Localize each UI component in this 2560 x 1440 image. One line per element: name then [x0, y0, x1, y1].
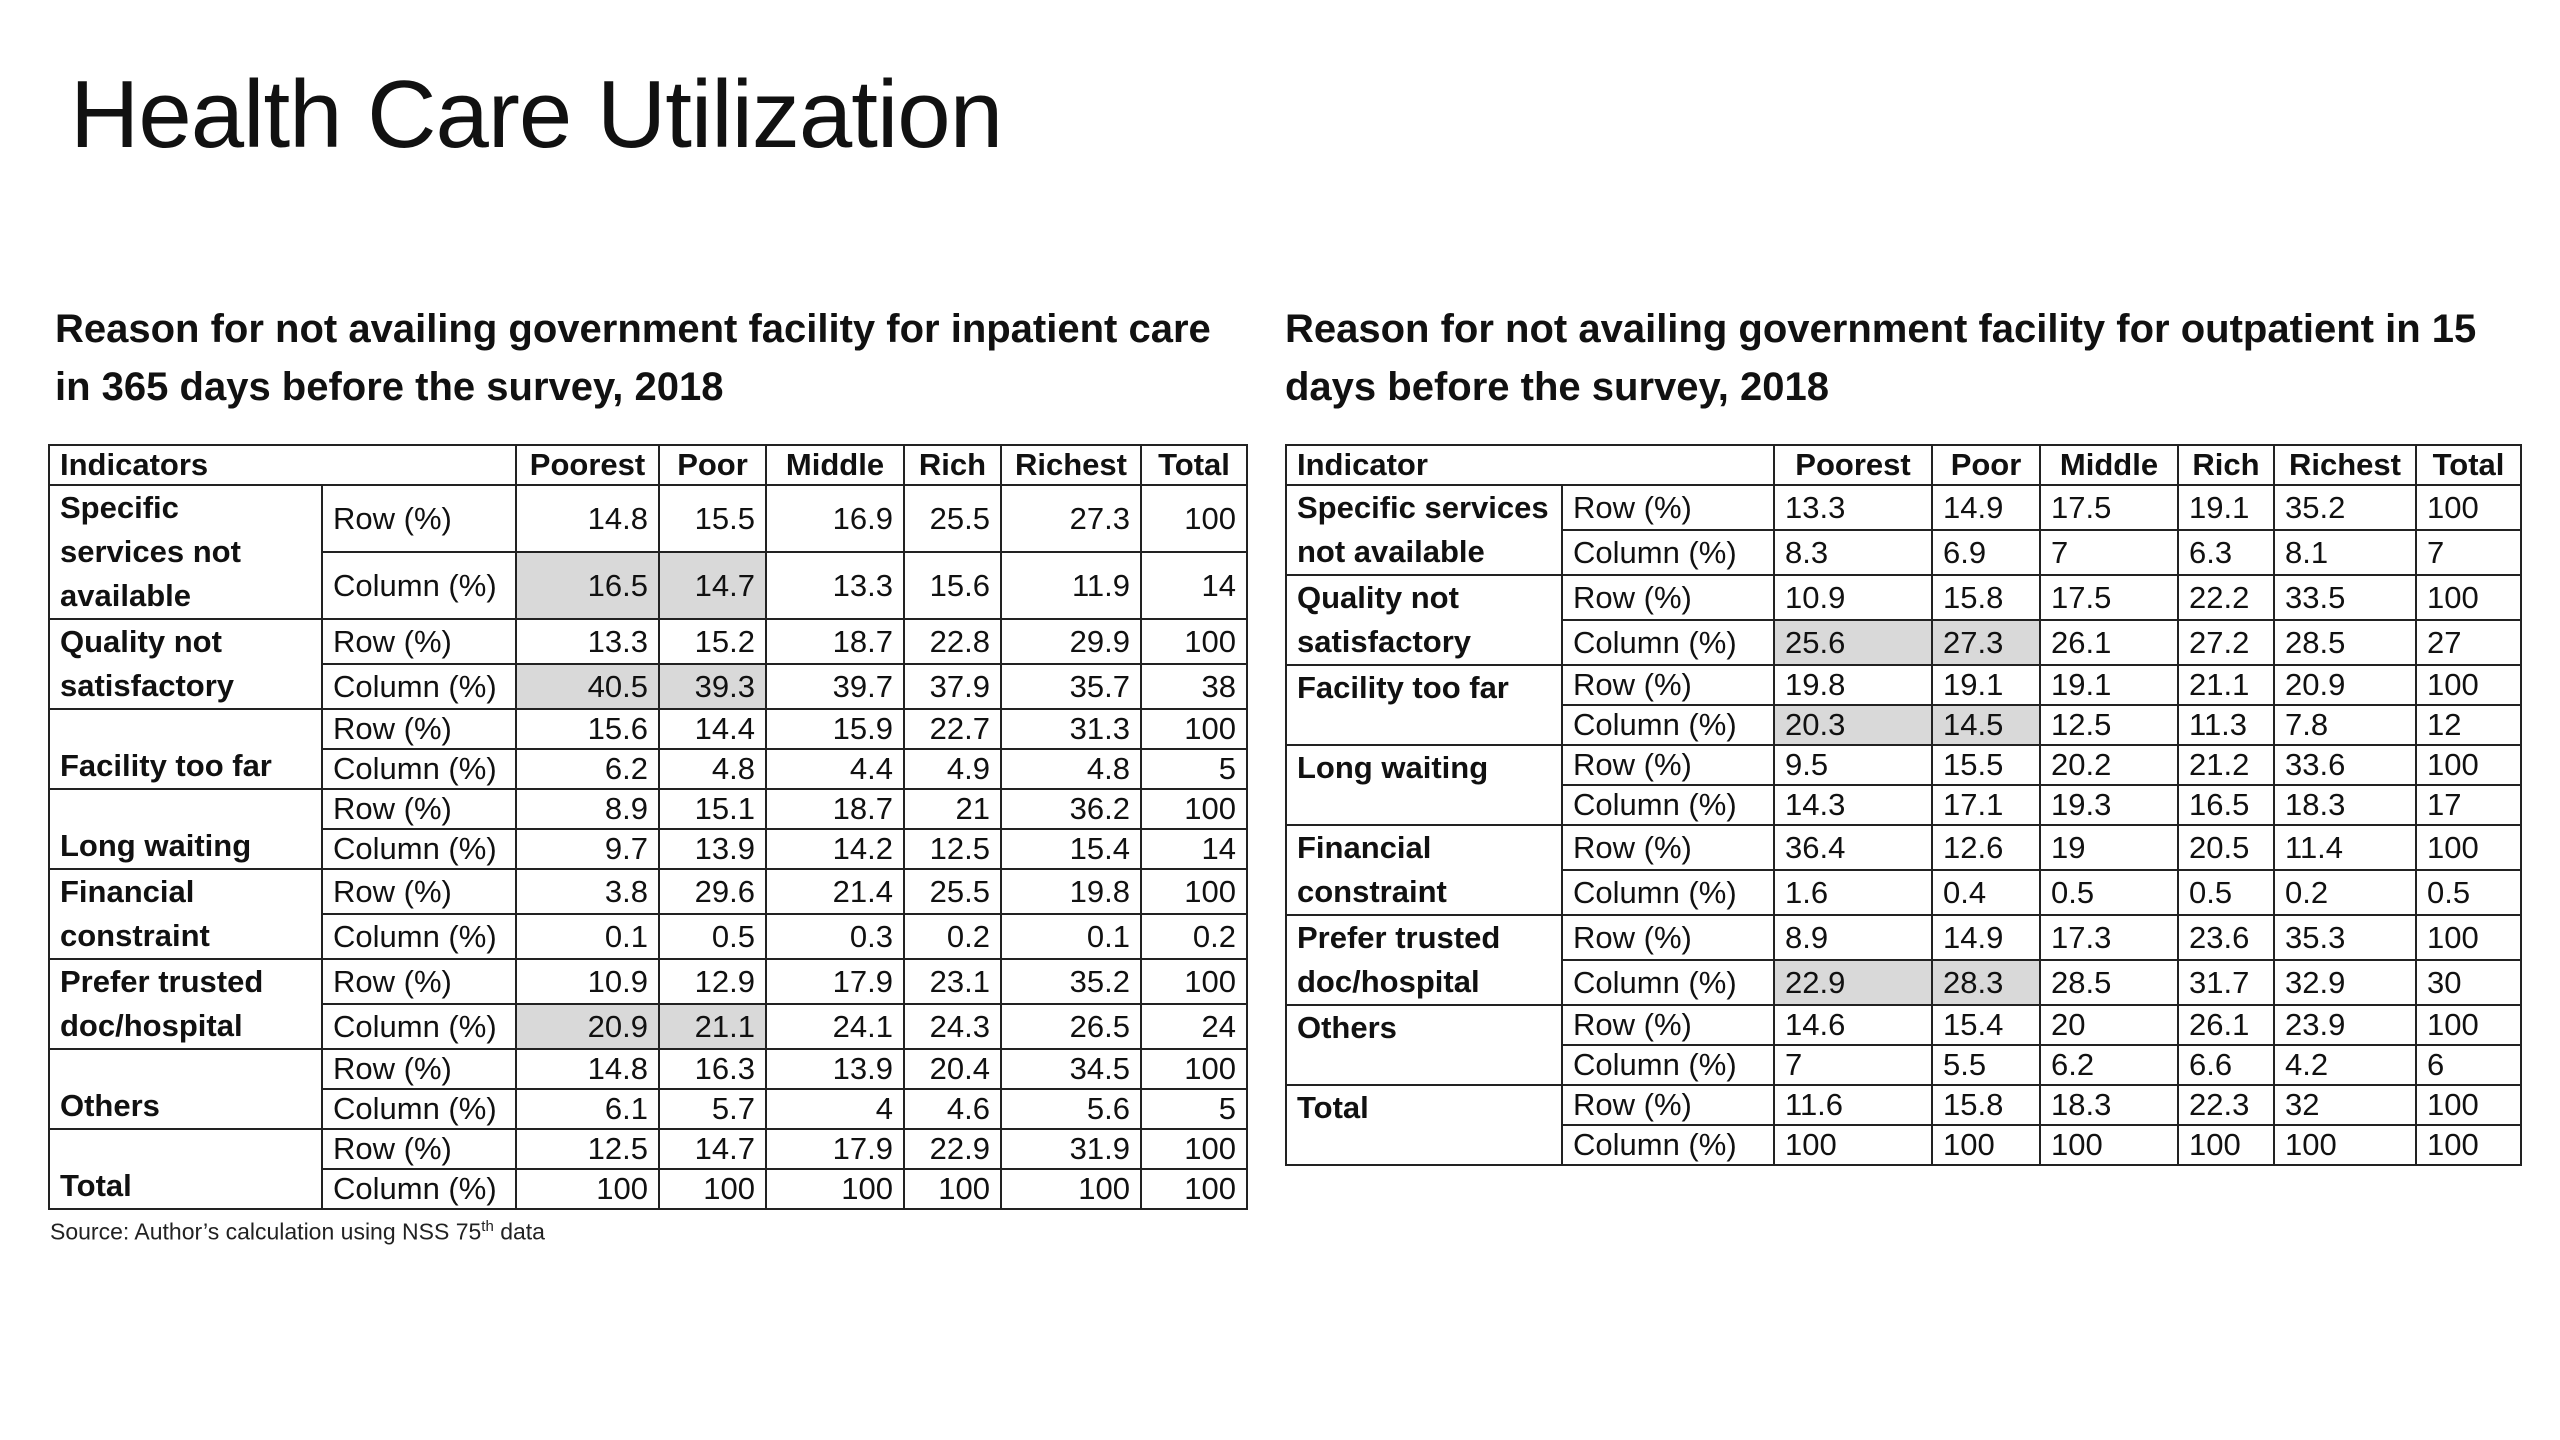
- row-pct-label: Row (%): [1562, 485, 1774, 530]
- highlighted-value-cell: 25.6: [1774, 620, 1932, 665]
- row-pct-label: Row (%): [322, 1049, 516, 1089]
- value-cell: 20.4: [904, 1049, 1001, 1089]
- value-cell: 100: [766, 1169, 904, 1209]
- value-cell: 0.4: [1932, 870, 2040, 915]
- row-pct-label: Row (%): [1562, 825, 1774, 870]
- value-cell: 14: [1141, 829, 1247, 869]
- value-cell: 7: [1774, 1045, 1932, 1085]
- value-cell: 4.8: [1001, 749, 1141, 789]
- value-cell: 100: [1141, 1049, 1247, 1089]
- value-cell: 0.2: [904, 914, 1001, 959]
- value-cell: 12.9: [659, 959, 766, 1004]
- row-pct-label: Row (%): [1562, 1085, 1774, 1125]
- value-cell: 0.2: [1141, 914, 1247, 959]
- value-cell: 39.7: [766, 664, 904, 709]
- value-cell: 35.3: [2274, 915, 2416, 960]
- value-cell: 12.5: [516, 1129, 659, 1169]
- value-cell: 100: [2416, 575, 2521, 620]
- value-cell: 22.7: [904, 709, 1001, 749]
- value-cell: 100: [1141, 789, 1247, 829]
- column-header: Richest: [1001, 445, 1141, 485]
- column-pct-label: Column (%): [1562, 1045, 1774, 1085]
- value-cell: 5.7: [659, 1089, 766, 1129]
- value-cell: 13.9: [659, 829, 766, 869]
- value-cell: 24: [1141, 1004, 1247, 1049]
- table-row: [49, 1129, 1247, 1169]
- table-row: [49, 959, 1247, 1004]
- column-pct-label: Column (%): [322, 914, 516, 959]
- column-header: Poor: [659, 445, 766, 485]
- value-cell: 0.5: [2178, 870, 2274, 915]
- column-header: Poorest: [516, 445, 659, 485]
- row-pct-label: Row (%): [322, 1129, 516, 1169]
- value-cell: 100: [2416, 745, 2521, 785]
- value-cell: 37.9: [904, 664, 1001, 709]
- indicator-cell: Quality not satisfactory: [1286, 575, 1562, 665]
- value-cell: 100: [2416, 665, 2521, 705]
- value-cell: 29.9: [1001, 619, 1141, 664]
- value-cell: 24.3: [904, 1004, 1001, 1049]
- row-pct-label: Row (%): [322, 485, 516, 552]
- value-cell: 10.9: [1774, 575, 1932, 620]
- table-row: [1286, 1085, 2521, 1125]
- column-pct-label: Column (%): [1562, 1125, 1774, 1165]
- table-row: [1286, 745, 2521, 785]
- table-row: [1286, 1005, 2521, 1045]
- value-cell: 38: [1141, 664, 1247, 709]
- value-cell: 15.6: [904, 552, 1001, 619]
- indicator-cell: Long waiting: [49, 789, 322, 869]
- value-cell: 21.2: [2178, 745, 2274, 785]
- value-cell: 35.2: [2274, 485, 2416, 530]
- value-cell: 5: [1141, 1089, 1247, 1129]
- value-cell: 22.3: [2178, 1085, 2274, 1125]
- row-pct-label: Row (%): [1562, 745, 1774, 785]
- value-cell: 100: [904, 1169, 1001, 1209]
- column-pct-label: Column (%): [1562, 960, 1774, 1005]
- column-pct-label: Column (%): [1562, 620, 1774, 665]
- column-header: Middle: [2040, 445, 2178, 485]
- value-cell: 4.6: [904, 1089, 1001, 1129]
- value-cell: 15.8: [1932, 1085, 2040, 1125]
- value-cell: 100: [1141, 485, 1247, 552]
- value-cell: 100: [2416, 1005, 2521, 1045]
- value-cell: 13.3: [1774, 485, 1932, 530]
- column-pct-label: Column (%): [1562, 785, 1774, 825]
- value-cell: 6.9: [1932, 530, 2040, 575]
- value-cell: 14.9: [1932, 485, 2040, 530]
- value-cell: 23.1: [904, 959, 1001, 1004]
- value-cell: 26.1: [2040, 620, 2178, 665]
- indicator-cell: Total: [49, 1129, 322, 1209]
- value-cell: 19.1: [2178, 485, 2274, 530]
- highlighted-value-cell: 20.9: [516, 1004, 659, 1049]
- value-cell: 100: [1001, 1169, 1141, 1209]
- value-cell: 19.1: [1932, 665, 2040, 705]
- inpatient-table: [48, 444, 1248, 1210]
- indicator-cell: Others: [1286, 1005, 1562, 1085]
- value-cell: 20.9: [2274, 665, 2416, 705]
- indicator-cell: Prefer trusted doc/hospital: [1286, 915, 1562, 1005]
- value-cell: 8.9: [516, 789, 659, 829]
- value-cell: 11.6: [1774, 1085, 1932, 1125]
- indicator-cell: Quality not satisfactory: [49, 619, 322, 709]
- indicator-cell: Financial constraint: [49, 869, 322, 959]
- value-cell: 100: [2040, 1125, 2178, 1165]
- value-cell: 31.7: [2178, 960, 2274, 1005]
- value-cell: 12.5: [904, 829, 1001, 869]
- column-pct-label: Column (%): [322, 1089, 516, 1129]
- value-cell: 15.6: [516, 709, 659, 749]
- value-cell: 0.5: [659, 914, 766, 959]
- value-cell: 15.9: [766, 709, 904, 749]
- column-header: Middle: [766, 445, 904, 485]
- value-cell: 14.2: [766, 829, 904, 869]
- value-cell: 18.7: [766, 789, 904, 829]
- value-cell: 25.5: [904, 869, 1001, 914]
- value-cell: 100: [2416, 825, 2521, 870]
- highlighted-value-cell: 20.3: [1774, 705, 1932, 745]
- value-cell: 26.5: [1001, 1004, 1141, 1049]
- table-row: [49, 1049, 1247, 1089]
- value-cell: 30: [2416, 960, 2521, 1005]
- value-cell: 14.9: [1932, 915, 2040, 960]
- value-cell: 17.3: [2040, 915, 2178, 960]
- indicator-cell: Others: [49, 1049, 322, 1129]
- value-cell: 100: [2416, 485, 2521, 530]
- value-cell: 17.5: [2040, 575, 2178, 620]
- table-row: [49, 485, 1247, 552]
- value-cell: 0.5: [2040, 870, 2178, 915]
- value-cell: 100: [2416, 1125, 2521, 1165]
- column-header: Rich: [904, 445, 1001, 485]
- value-cell: 18.3: [2274, 785, 2416, 825]
- value-cell: 15.4: [1932, 1005, 2040, 1045]
- table-row: [1286, 915, 2521, 960]
- table-row: [49, 869, 1247, 914]
- value-cell: 100: [2416, 1085, 2521, 1125]
- value-cell: 11.9: [1001, 552, 1141, 619]
- row-pct-label: Row (%): [322, 959, 516, 1004]
- value-cell: 9.7: [516, 829, 659, 869]
- value-cell: 29.6: [659, 869, 766, 914]
- value-cell: 9.5: [1774, 745, 1932, 785]
- value-cell: 100: [2178, 1125, 2274, 1165]
- indicator-cell: Specific services not available: [1286, 485, 1562, 575]
- value-cell: 0.1: [516, 914, 659, 959]
- value-cell: 100: [2416, 915, 2521, 960]
- column-pct-label: Column (%): [322, 1169, 516, 1209]
- value-cell: 100: [1141, 959, 1247, 1004]
- value-cell: 15.8: [1932, 575, 2040, 620]
- column-header: Poor: [1932, 445, 2040, 485]
- value-cell: 17.1: [1932, 785, 2040, 825]
- row-pct-label: Row (%): [322, 619, 516, 664]
- value-cell: 31.9: [1001, 1129, 1141, 1169]
- value-cell: 6.1: [516, 1089, 659, 1129]
- value-cell: 4.2: [2274, 1045, 2416, 1085]
- table-row: [1286, 825, 2521, 870]
- value-cell: 20.2: [2040, 745, 2178, 785]
- value-cell: 27.2: [2178, 620, 2274, 665]
- indicator-header: Indicators: [49, 445, 516, 485]
- table-row: [1286, 575, 2521, 620]
- slide-title: Health Care Utilization: [70, 61, 1003, 168]
- value-cell: 33.6: [2274, 745, 2416, 785]
- value-cell: 15.5: [659, 485, 766, 552]
- row-pct-label: Row (%): [1562, 575, 1774, 620]
- value-cell: 100: [1774, 1125, 1932, 1165]
- value-cell: 5.6: [1001, 1089, 1141, 1129]
- row-pct-label: Row (%): [1562, 915, 1774, 960]
- row-pct-label: Row (%): [322, 709, 516, 749]
- highlighted-value-cell: 16.5: [516, 552, 659, 619]
- row-pct-label: Row (%): [1562, 1005, 1774, 1045]
- column-pct-label: Column (%): [322, 1004, 516, 1049]
- value-cell: 12.5: [2040, 705, 2178, 745]
- indicator-cell: Specific services not available: [49, 485, 322, 619]
- value-cell: 11.3: [2178, 705, 2274, 745]
- value-cell: 15.1: [659, 789, 766, 829]
- value-cell: 8.1: [2274, 530, 2416, 575]
- value-cell: 32.9: [2274, 960, 2416, 1005]
- source-sup: th: [481, 1218, 494, 1235]
- value-cell: 0.5: [2416, 870, 2521, 915]
- value-cell: 0.3: [766, 914, 904, 959]
- outpatient-caption: Reason for not availing government facility for outpatient in 15 days before the survey, 2018: [1285, 307, 2477, 409]
- indicator-cell: Long waiting: [1286, 745, 1562, 825]
- value-cell: 100: [1141, 709, 1247, 749]
- table-row: [49, 709, 1247, 749]
- inpatient-caption: Reason for not availing government facility for inpatient care in 365 days before the survey, 2018: [55, 307, 1211, 409]
- value-cell: 28.5: [2040, 960, 2178, 1005]
- value-cell: 12: [2416, 705, 2521, 745]
- value-cell: 24.1: [766, 1004, 904, 1049]
- highlighted-value-cell: 22.9: [1774, 960, 1932, 1005]
- source-prefix: Source: Author’s calculation using NSS 75: [50, 1218, 482, 1245]
- value-cell: 6: [2416, 1045, 2521, 1085]
- value-cell: 17.5: [2040, 485, 2178, 530]
- value-cell: 14.8: [516, 1049, 659, 1089]
- value-cell: 100: [1141, 619, 1247, 664]
- row-pct-label: Row (%): [322, 869, 516, 914]
- value-cell: 0.2: [2274, 870, 2416, 915]
- value-cell: 35.2: [1001, 959, 1141, 1004]
- value-cell: 21.1: [2178, 665, 2274, 705]
- value-cell: 31.3: [1001, 709, 1141, 749]
- highlighted-value-cell: 39.3: [659, 664, 766, 709]
- value-cell: 6.2: [2040, 1045, 2178, 1085]
- value-cell: 15.2: [659, 619, 766, 664]
- value-cell: 14.7: [659, 1129, 766, 1169]
- value-cell: 100: [1141, 1129, 1247, 1169]
- value-cell: 100: [1141, 869, 1247, 914]
- table-row: [49, 619, 1247, 664]
- indicator-cell: Total: [1286, 1085, 1562, 1165]
- value-cell: 8.9: [1774, 915, 1932, 960]
- value-cell: 11.4: [2274, 825, 2416, 870]
- highlighted-value-cell: 14.5: [1932, 705, 2040, 745]
- value-cell: 1.6: [1774, 870, 1932, 915]
- value-cell: 19.8: [1774, 665, 1932, 705]
- value-cell: 12.6: [1932, 825, 2040, 870]
- value-cell: 27.3: [1001, 485, 1141, 552]
- value-cell: 16.5: [2178, 785, 2274, 825]
- value-cell: 6.2: [516, 749, 659, 789]
- value-cell: 5.5: [1932, 1045, 2040, 1085]
- value-cell: 100: [659, 1169, 766, 1209]
- value-cell: 4.9: [904, 749, 1001, 789]
- column-header: Total: [2416, 445, 2521, 485]
- highlighted-value-cell: 28.3: [1932, 960, 2040, 1005]
- value-cell: 17: [2416, 785, 2521, 825]
- value-cell: 5: [1141, 749, 1247, 789]
- value-cell: 28.5: [2274, 620, 2416, 665]
- row-pct-label: Row (%): [1562, 665, 1774, 705]
- value-cell: 14.4: [659, 709, 766, 749]
- value-cell: 26.1: [2178, 1005, 2274, 1045]
- header-row: [49, 445, 1247, 485]
- header-row: [1286, 445, 2521, 485]
- value-cell: 14: [1141, 552, 1247, 619]
- value-cell: 15.5: [1932, 745, 2040, 785]
- value-cell: 19: [2040, 825, 2178, 870]
- value-cell: 33.5: [2274, 575, 2416, 620]
- value-cell: 100: [1141, 1169, 1247, 1209]
- indicator-header: Indicator: [1286, 445, 1774, 485]
- value-cell: 10.9: [516, 959, 659, 1004]
- value-cell: 16.9: [766, 485, 904, 552]
- value-cell: 19.3: [2040, 785, 2178, 825]
- value-cell: 4.8: [659, 749, 766, 789]
- value-cell: 23.9: [2274, 1005, 2416, 1045]
- column-pct-label: Column (%): [322, 749, 516, 789]
- value-cell: 32: [2274, 1085, 2416, 1125]
- value-cell: 27: [2416, 620, 2521, 665]
- value-cell: 20: [2040, 1005, 2178, 1045]
- value-cell: 22.8: [904, 619, 1001, 664]
- column-pct-label: Column (%): [1562, 870, 1774, 915]
- value-cell: 13.3: [766, 552, 904, 619]
- value-cell: 22.9: [904, 1129, 1001, 1169]
- value-cell: 21: [904, 789, 1001, 829]
- value-cell: 15.4: [1001, 829, 1141, 869]
- value-cell: 4: [766, 1089, 904, 1129]
- column-pct-label: Column (%): [322, 664, 516, 709]
- value-cell: 23.6: [2178, 915, 2274, 960]
- value-cell: 22.2: [2178, 575, 2274, 620]
- value-cell: 14.8: [516, 485, 659, 552]
- column-header: Poorest: [1774, 445, 1932, 485]
- value-cell: 16.3: [659, 1049, 766, 1089]
- value-cell: 7: [2416, 530, 2521, 575]
- column-pct-label: Column (%): [1562, 530, 1774, 575]
- indicator-cell: Financial constraint: [1286, 825, 1562, 915]
- value-cell: 100: [516, 1169, 659, 1209]
- value-cell: 20.5: [2178, 825, 2274, 870]
- value-cell: 4.4: [766, 749, 904, 789]
- indicator-cell: Facility too far: [1286, 665, 1562, 745]
- value-cell: 19.8: [1001, 869, 1141, 914]
- value-cell: 100: [2274, 1125, 2416, 1165]
- column-header: Total: [1141, 445, 1247, 485]
- highlighted-value-cell: 27.3: [1932, 620, 2040, 665]
- value-cell: 34.5: [1001, 1049, 1141, 1089]
- table-row: [1286, 485, 2521, 530]
- value-cell: 14.6: [1774, 1005, 1932, 1045]
- row-pct-label: Row (%): [322, 789, 516, 829]
- value-cell: 21.4: [766, 869, 904, 914]
- outpatient-table: [1285, 444, 2522, 1166]
- value-cell: 19.1: [2040, 665, 2178, 705]
- value-cell: 7: [2040, 530, 2178, 575]
- value-cell: 13.9: [766, 1049, 904, 1089]
- value-cell: 25.5: [904, 485, 1001, 552]
- value-cell: 36.2: [1001, 789, 1141, 829]
- column-pct-label: Column (%): [322, 829, 516, 869]
- value-cell: 17.9: [766, 959, 904, 1004]
- value-cell: 100: [1932, 1125, 2040, 1165]
- value-cell: 3.8: [516, 869, 659, 914]
- value-cell: 6.6: [2178, 1045, 2274, 1085]
- value-cell: 14.3: [1774, 785, 1932, 825]
- value-cell: 18.7: [766, 619, 904, 664]
- table-row: [1286, 665, 2521, 705]
- highlighted-value-cell: 21.1: [659, 1004, 766, 1049]
- column-header: Richest: [2274, 445, 2416, 485]
- highlighted-value-cell: 14.7: [659, 552, 766, 619]
- value-cell: 36.4: [1774, 825, 1932, 870]
- value-cell: 6.3: [2178, 530, 2274, 575]
- source-suffix: data: [493, 1218, 545, 1245]
- value-cell: 13.3: [516, 619, 659, 664]
- column-pct-label: Column (%): [322, 552, 516, 619]
- value-cell: 17.9: [766, 1129, 904, 1169]
- column-pct-label: Column (%): [1562, 705, 1774, 745]
- value-cell: 0.1: [1001, 914, 1141, 959]
- indicator-cell: Prefer trusted doc/hospital: [49, 959, 322, 1049]
- value-cell: 18.3: [2040, 1085, 2178, 1125]
- column-header: Rich: [2178, 445, 2274, 485]
- value-cell: 8.3: [1774, 530, 1932, 575]
- source-note: [50, 1218, 545, 1246]
- value-cell: 7.8: [2274, 705, 2416, 745]
- table-row: [49, 789, 1247, 829]
- value-cell: 35.7: [1001, 664, 1141, 709]
- highlighted-value-cell: 40.5: [516, 664, 659, 709]
- indicator-cell: Facility too far: [49, 709, 322, 789]
